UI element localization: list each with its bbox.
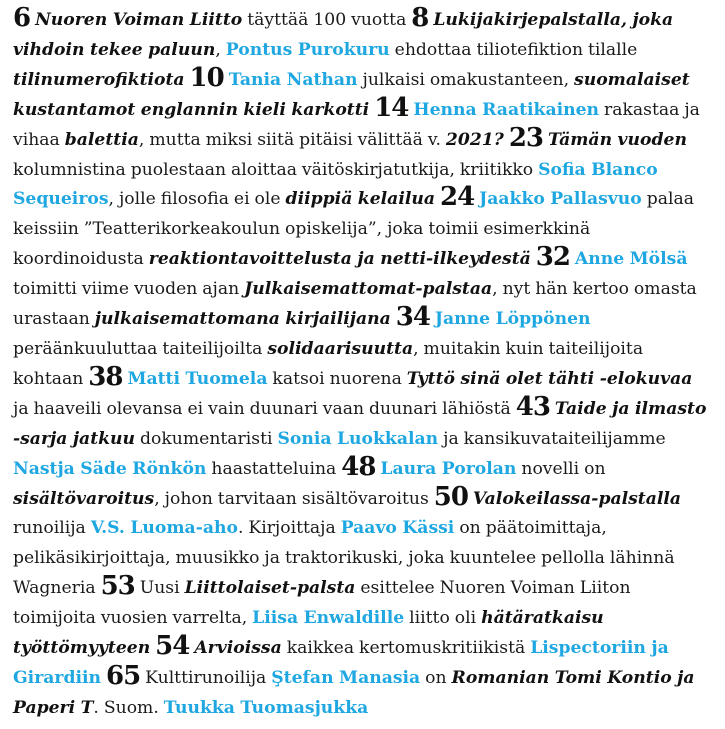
body-text: katsoi nuorena (272, 368, 402, 389)
body-text: . Suom. (93, 697, 159, 718)
body-text: kaikkea kertomuskritiikistä (286, 638, 526, 659)
author-name: V.S. Luoma-aho (90, 518, 238, 539)
page-number: 34 (395, 302, 430, 333)
article-title: Liittolaiset-palsta (184, 578, 356, 599)
page-number: 43 (515, 391, 550, 422)
body-text: novelli on (521, 458, 606, 479)
article-title: suomalaiset kustantamot englannin kieli karkotti (13, 69, 690, 120)
article-title: diippiä kelailua (285, 189, 436, 210)
author-name: Ştefan Manasia (271, 667, 421, 688)
article-title: Valokeilassa-palstalla (472, 488, 682, 509)
body-text: toimitti viime vuoden ajan (13, 279, 240, 300)
author-name: Nastja Säde Rönkön (13, 458, 207, 479)
page-number: 65 (106, 660, 141, 691)
author-name: Lispectoriin ja Girardiin (13, 638, 669, 688)
body-text: , mutta miksi siitä pitäisi välittää v. (138, 129, 441, 150)
article-title: Taide ja ilmasto -sarja jatkuu (13, 398, 707, 449)
page-number: 6 (13, 3, 31, 33)
page-number: 38 (88, 361, 123, 392)
body-text: on (425, 667, 447, 688)
body-text: liitto oli (409, 608, 477, 629)
author-name: Sonia Luokkalan (277, 428, 439, 449)
page-number: 14 (374, 92, 409, 123)
author-name: Anne Mölsä (574, 249, 688, 270)
author-name: Tania Nathan (228, 69, 358, 90)
author-name: Sofia Blanco Sequeiros (13, 159, 658, 210)
body-text: dokumentaristi (140, 428, 273, 449)
body-text: haastatteluina (211, 458, 337, 479)
article-title: solidaarisuutta (267, 338, 414, 359)
author-name: Pontus Purokuru (225, 39, 390, 60)
page-number: 23 (508, 122, 543, 153)
page-number: 10 (189, 62, 224, 93)
body-text: esittelee Nuoren Voiman Liiton toimijoita vuosien varrelta, (13, 578, 631, 629)
article-title: balettia (64, 129, 139, 150)
body-text: ja haaveili olevansa ei vain duunari vaan duunari lähiöstä (13, 398, 511, 419)
article-title: sisältövaroitus (13, 488, 155, 509)
body-text: , johon tarvitaan sisältövaroitus (154, 488, 429, 509)
page-number: 54 (155, 631, 190, 662)
page-number: 32 (535, 242, 570, 273)
article-title: Arvioissa (194, 638, 282, 659)
article-title: Tyttö sinä olet tähti -elokuvaa (406, 368, 693, 389)
author-name: Tuukka Tuomasjukka (163, 697, 369, 718)
page-number: 53 (100, 571, 135, 602)
body-text: kolumnistina puolestaan aloittaa väitöskirjatutkija, kriitikko (13, 159, 534, 180)
article-title: 2021? (445, 129, 504, 150)
body-text: Kulttirunoilija (145, 667, 267, 688)
body-text: , nyt hän kertoo omasta urastaan (13, 279, 697, 330)
article-title: Nuoren Voiman Liitto (35, 10, 243, 30)
body-text: on päätoimittaja, pelikäsikirjoittaja, muusikko ja traktorikuski, joka kuuntelee pellolla lähinnä Wagneria (13, 518, 675, 599)
article-title: hätäratkaisu työttömyyteen (13, 608, 604, 659)
article-title: reaktiontavoittelusta ja netti-ilkeydestä (148, 249, 531, 270)
body-text: ehdottaa tiliotefiktion tilalle (394, 39, 638, 60)
author-name: Liisa Enwaldille (252, 608, 405, 629)
author-name: Jaakko Pallasvuo (479, 189, 642, 210)
article-title: Tämän vuoden (547, 129, 687, 150)
body-text: , muitakin kuin taiteilijoita kohtaan (13, 338, 644, 389)
body-text: ja kansikuvataiteilijamme (443, 428, 666, 449)
body-text: , jolle filosofia ei ole (108, 189, 281, 210)
page-number: 8 (411, 3, 429, 33)
author-name: Matti Tuomela (127, 368, 268, 389)
article-title: julkaisemattomana kirjailijana (94, 309, 391, 330)
body-text: täyttää 100 vuotta (247, 10, 407, 30)
body-text: runoilija (13, 518, 86, 539)
body-text: palaa keissiin ”Teatterikorkeakoulun opiskelija”, joka toimii esimerkkinä koordinoidusta (13, 189, 694, 270)
author-name: Janne Löppönen (434, 309, 591, 330)
author-name: Henna Raatikainen (413, 99, 600, 120)
page-number: 50 (433, 481, 468, 512)
body-text: Uusi (139, 578, 180, 599)
page-number: 24 (439, 182, 475, 213)
body-text: . Kirjoittaja (237, 518, 336, 539)
article-title: Romanian Tomi Kontio ja Paperi T (13, 667, 695, 718)
article-title: Lukijakirjepalstalla, joka vihdoin tekee paluun (13, 10, 674, 60)
body-text: julkaisi omakustanteen, (362, 69, 570, 90)
body-text: peräänkuuluttaa taiteilijoilta (13, 338, 263, 359)
body-text: rakastaa ja vihaa (13, 99, 700, 150)
article-title: tilinumerofiktiota (13, 69, 185, 90)
page-number: 48 (341, 451, 376, 482)
author-name: Laura Porolan (380, 458, 517, 479)
body-text: , (215, 39, 221, 60)
author-name: Paavo Kässi (340, 518, 455, 539)
article-title: Julkaisemattomat-palstaa (244, 279, 493, 300)
